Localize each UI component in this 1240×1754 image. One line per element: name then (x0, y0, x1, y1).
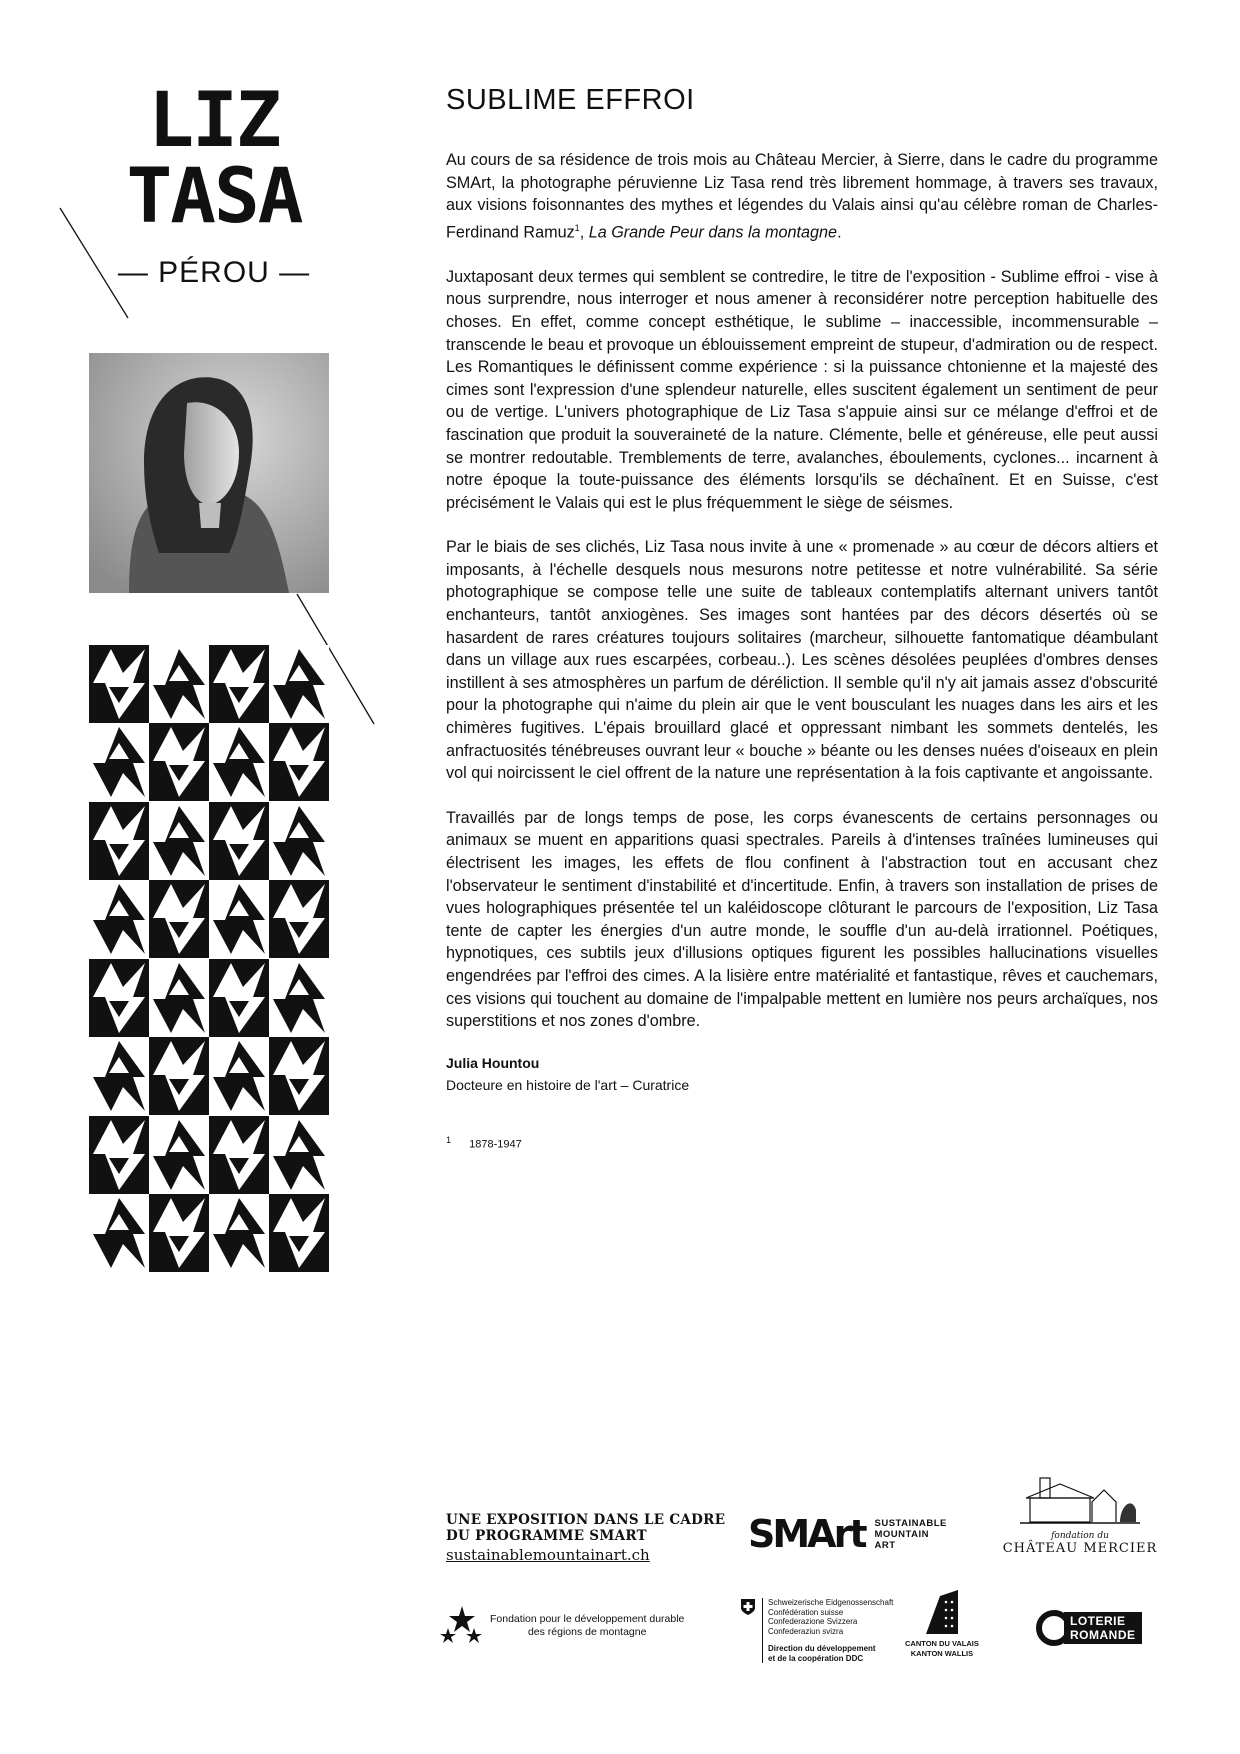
footnote: $^1$ 1878-1947 (446, 1134, 522, 1151)
footnote-ref: 1 (574, 222, 580, 233)
valais-shield-icon (922, 1590, 962, 1634)
footer-exhibition-text: UNE EXPOSITION DANS LE CADRE DU PROGRAMME SMART sustainablemountainart.ch (446, 1512, 726, 1564)
paragraph-4: Travaillés par de longs temps de pose, les corps évanescents de certains personnages ou animaux se muent en apparitions quasi spectrales. Pareils à d'intenses traînées lumineuses qui électrisent les images, les effets de flou confinent à l'abstraction tout en accusant chez l'observateur le sentiment d'instabilité et d'incertitude. Enfin, à travers son installation de prises de vues holographiques présentée tel un kaléidoscope clôturant le parcours de l'exposition, Liz Tasa tente de capter les énergies d'un autre monde, le souffle d'un au-delà irrationnel. Poétiques, hypnotiques, ces subtils jeux d'illusions optiques figurent les possibles hallucinations visuelles engendrées par l'effroi des cimes. A la lisière entre matérialité et fantastique, rêves et cauchemars, ces visions qui touchent au domaine de l'impalpable mettent en lumière nos peurs archaïques, nos superstitions et nos zones d'ombre. (446, 808, 1158, 1031)
author-role: Docteure en histoire de l'art – Curatrice (446, 1076, 690, 1093)
program-website-link[interactable]: sustainablemountainart.ch (446, 1546, 650, 1564)
author-signature (446, 1055, 1158, 1093)
book-title: La Grande Peur dans la montagne (588, 223, 838, 242)
decorative-geometric-pattern (89, 645, 329, 1273)
swiss-shield-icon (740, 1598, 756, 1616)
castle-icon (1020, 1476, 1140, 1526)
swiss-confederation-logo: Schweizerische Eidgenossenschaft Confédération suisse Confederazione Svizzera Confederaziun svizra Direction du développement et de la coopération DDC (740, 1598, 893, 1663)
main-text-column (446, 84, 1158, 1150)
article-title: SUBLIME EFFROI (446, 84, 695, 116)
paragraph-1: Au cours de sa résidence de trois mois au Château Mercier, à Sierre, dans le cadre du programme SMArt, la photographe péruvienne Liz Tasa rend très librement hommage, à travers ses travaux, aux visions foisonnantes des mythes et légendes du Valais ainsi qu'au célèbre roman de Charles-Ferdinand Ramuz$^1$, La Grande Peur dans la montagne. (446, 151, 1158, 242)
artist-last-name: TASA (126, 151, 302, 240)
canton-valais-logo: CANTON DU VALAIS KANTON WALLIS (905, 1590, 979, 1659)
chateau-mercier-logo: fondation du CHÂTEAU MERCIER (1000, 1476, 1160, 1556)
loterie-circle-icon (1036, 1610, 1064, 1646)
artist-portrait-photo (89, 353, 329, 593)
artist-country: — PÉROU — (117, 256, 311, 289)
loterie-romande-logo: LOTERIE ROMANDE (1036, 1610, 1142, 1646)
paragraph-3: Par le biais de ses clichés, Liz Tasa nous invite à une « promenade » au cœur de décors altiers et imposants, à l'échelle desquels nous mesurons notre petitesse et notre vulnérabilité. Sa série photographique se compose telle une suite de tableaux contemplatifs alternant univers tantôt enchanteurs, tantôt anxiogènes. Ses images sont hantées par des décors désertés où se hasardent de rares créatures toujours solitaires (marcheur, silhouette fantomatique déambulant dans un village aux rues escarpées, corbeau..). Les scènes désolées peuplées d'ombres denses instillent à ses atmosphères un parfum de déréliction. Il semble qu'il n'y ait jamais assez d'obscurité pour la photographe qui n'aime du plein air que le vent bousculant les nuages dans les airs et les chimères fugitives. L'épais brouillard glacé et oppressant nimbant les sommets dentelés, les anfractuosités ténébreuses ouvrant leur « bouche » béante ou les denses nuées d'oiseaux en plein vol qui noircissent le ciel offrent de la nature une représentation à la fois captivante et angoissante. (446, 538, 1158, 783)
fdd-logo: Fondation pour le développement durable des régions de montagne (440, 1604, 684, 1648)
star-cluster-icon (440, 1604, 484, 1648)
paragraph-2: Juxtaposant deux termes qui semblent se contredire, le titre de l'exposition - Sublime effroi - vise à nous surprendre, nous interroger et nous amener à reconsidérer notre perception habituelle des choses. En effet, comme concept esthétique, le sublime – inaccessible, incommensurable – transcende le beau et provoque un éblouissement empreint de stupeur, d'admiration ou de respect. Les Romantiques le définissent comme expérience : si la puissance chtonienne et la majesté des cimes sont l'expression d'une splendeur naturelle, elles suscitent également un sentiment de peur ou de vertige. L'univers photographique de Liz Tasa s'appuie ainsi sur ce mélange d'effroi et de fascination que produit la souveraineté de la nature. Clémente, belle et généreuse, elle peut aussi se montrer redoutable. Tremblements de terre, avalanches, éboulements, cyclones... incarnent à notre époque la toute-puissance des éléments lorsqu'ils se déchaînent. Et en Suisse, c'est précisément le Valais qui est le plus fréquemment le siège de séismes. (446, 267, 1158, 512)
artist-first-name: LIZ (148, 75, 280, 164)
author-name: Julia Hountou (446, 1054, 540, 1071)
artist-block (84, 75, 344, 290)
smart-logo: SMArt SUSTAINABLE MOUNTAIN ART (748, 1512, 947, 1556)
